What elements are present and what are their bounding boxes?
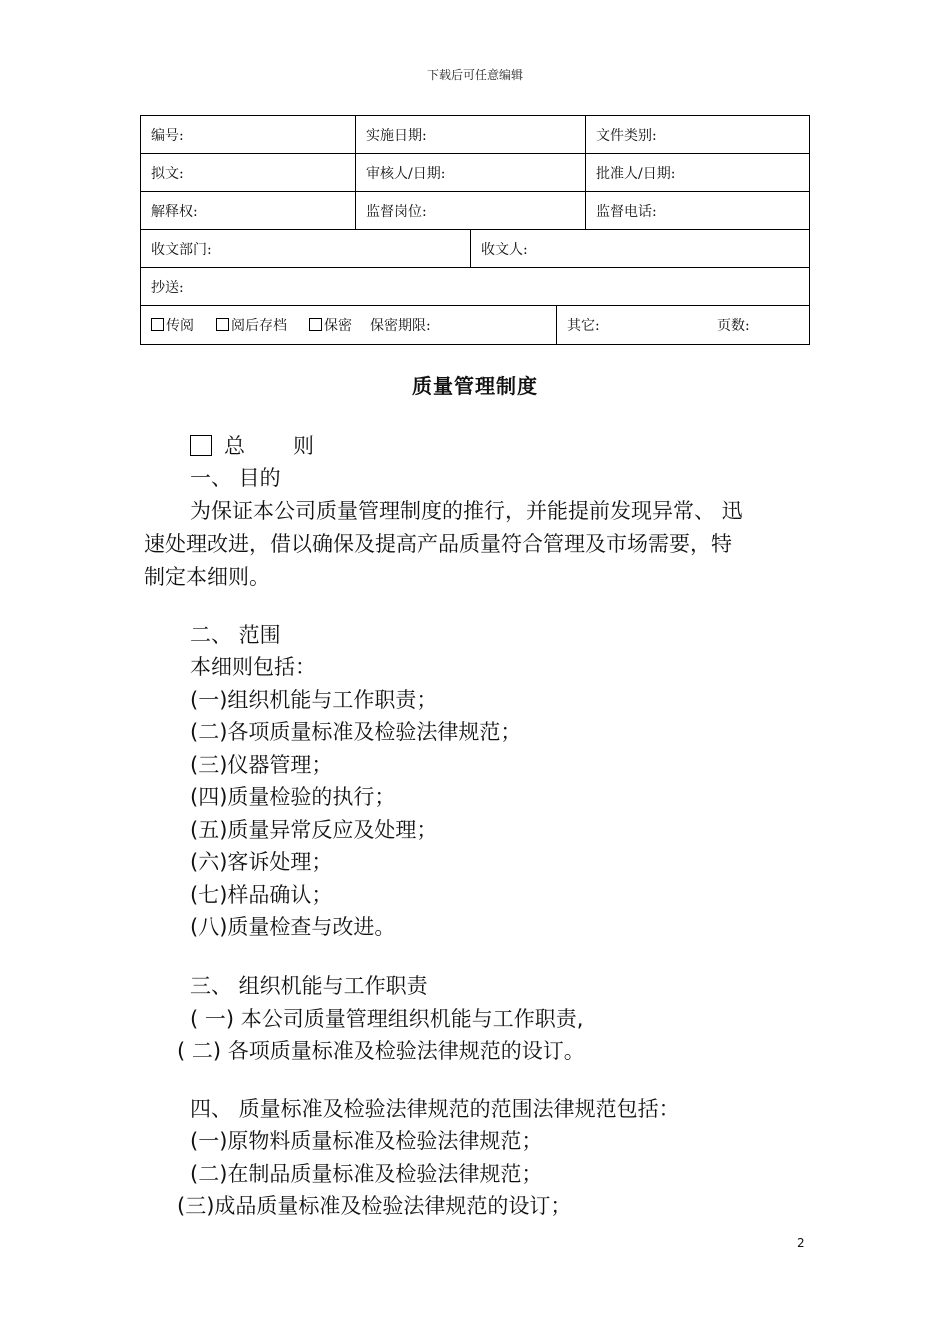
checkbox-confidential[interactable] (309, 315, 352, 335)
list-item: (二)在制品质量标准及检验法律规范； (190, 1162, 543, 1186)
form-cell-recipient: 收文人: (481, 241, 528, 258)
list-item: ( 一) 本公司质量管理组织机能与工作职责, (190, 1007, 584, 1031)
scope-intro: 本细则包括： (190, 655, 316, 679)
heading-purpose: 一、 目的 (190, 466, 281, 490)
paragraph-line: 速处理改进，借以确保及提高产品质量符合管理及市场需要，特 (144, 532, 732, 556)
form-cell-approver: 批准人/日期: (596, 165, 676, 182)
checkbox-label: 保密 (324, 318, 352, 334)
form-cell-receiving-dept: 收文部门: (141, 230, 471, 267)
form-cell-file-category: 文件类别: (596, 127, 657, 144)
form-cell-effective-date: 实施日期: (356, 116, 586, 153)
document-control-form (140, 115, 810, 345)
checkbox-icon (151, 318, 164, 331)
list-item: (四)质量检验的执行； (190, 785, 396, 809)
heading-scope: 二、 范围 (190, 623, 281, 647)
list-item: (二)各项质量标准及检验法律规范； (190, 720, 522, 744)
list-item: (一)原物料质量标准及检验法律规范； (190, 1129, 543, 1153)
header-note: 下载后可任意编辑 (426, 68, 523, 82)
section-heading-part-2: 则 (293, 434, 314, 458)
other-label: 其它: (567, 318, 600, 334)
list-item: (七)样品确认； (190, 883, 333, 907)
form-row-4 (141, 230, 809, 268)
page-number: 2 (797, 1236, 805, 1250)
list-item: (八)质量检查与改进。 (190, 915, 396, 939)
checkbox-label: 阅后存档 (231, 318, 287, 334)
form-cell-other-pages (557, 306, 809, 344)
form-cell-number: 编号: (141, 116, 356, 153)
list-item: ( 二) 各项质量标准及检验法律规范的设订。 (177, 1039, 585, 1063)
list-item: (六)客诉处理； (190, 850, 333, 874)
form-row-2 (141, 154, 809, 192)
form-cell-distribution (141, 306, 557, 344)
list-item: (一)组织机能与工作职责； (190, 688, 438, 712)
checkbox-icon (190, 435, 212, 456)
checkbox-icon (216, 318, 229, 331)
section-heading (190, 431, 314, 461)
list-item: (五)质量异常反应及处理； (190, 818, 438, 842)
checkbox-label: 传阅 (166, 318, 194, 334)
section-heading-part-1: 总 (224, 434, 245, 458)
form-cell-drafter: 拟文: (141, 154, 356, 191)
form-row-3 (141, 192, 809, 230)
checkbox-icon (309, 318, 322, 331)
form-cell-supervision-post: 监督岗位: (356, 192, 586, 229)
list-item: (三)仪器管理； (190, 753, 333, 777)
paragraph-line: 为保证本公司质量管理制度的推行，并能提前发现异常、 迅 (190, 499, 743, 523)
form-row-1 (141, 116, 809, 154)
form-row-6 (141, 306, 809, 344)
list-item: (三)成品质量标准及检验法律规范的设订； (177, 1194, 572, 1218)
pages-label: 页数: (717, 318, 750, 334)
checkbox-circulate[interactable] (151, 315, 194, 335)
form-cell-interpretation: 解释权: (141, 192, 356, 229)
document-title: 质量管理制度 (412, 374, 538, 398)
heading-standards: 四、 质量标准及检验法律规范的范围法律规范包括： (190, 1097, 680, 1121)
form-row-5 (141, 268, 809, 306)
form-cell-cc: 抄送: (151, 279, 184, 296)
form-cell-supervision-phone: 监督电话: (596, 203, 657, 220)
form-cell-reviewer: 审核人/日期: (356, 154, 586, 191)
paragraph-line: 制定本细则。 (144, 565, 270, 589)
secret-period-label: 保密期限: (370, 318, 431, 334)
checkbox-archive[interactable] (216, 315, 287, 335)
heading-organization: 三、 组织机能与工作职责 (190, 974, 428, 998)
